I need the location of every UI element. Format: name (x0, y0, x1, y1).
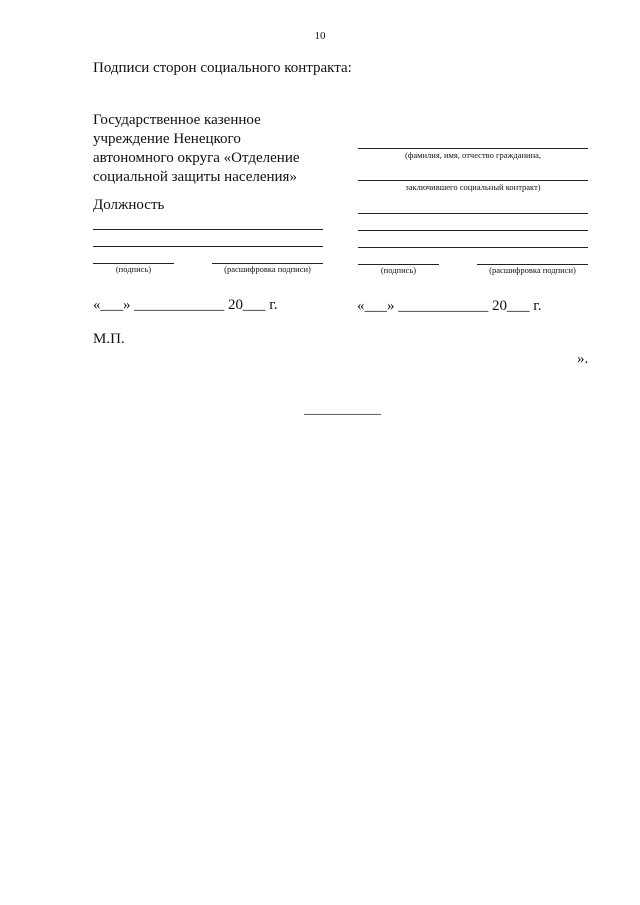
page-number: 10 (314, 30, 326, 42)
position-line (93, 229, 323, 230)
closing-quote: ». (577, 351, 589, 367)
citizen-date-line: «___» ____________ 20___ г. (357, 298, 542, 314)
citizen-name-line (358, 180, 588, 181)
position-line (93, 246, 323, 247)
citizen-contract-caption: заключившего социальный контракт) (405, 182, 541, 192)
organization-line: социальной защиты населения» (93, 169, 297, 185)
signatures-heading: Подписи сторон социального контракта: (93, 60, 352, 76)
stamp-place-label: М.П. (93, 331, 125, 347)
org-decoding-caption: (расшифровка подписи) (224, 264, 311, 274)
organization-name (93, 111, 300, 187)
citizen-line (358, 247, 588, 248)
organization-line: учреждение Ненецкого (93, 131, 241, 147)
citizen-line (358, 213, 588, 214)
citizen-name-line (358, 148, 588, 149)
position-label: Должность (93, 197, 165, 213)
citizen-line (358, 230, 588, 231)
end-mark: ___________ (304, 402, 381, 417)
citizen-name-caption: (фамилия, имя, отчество гражданина, (404, 150, 542, 160)
citizen-signature-caption: (подпись) (380, 265, 417, 275)
org-signature-caption: (подпись) (115, 264, 152, 274)
org-date-line: «___» ____________ 20___ г. (93, 297, 278, 313)
organization-line: Государственное казенное (93, 112, 261, 128)
organization-line: автономного округа «Отделение (93, 150, 300, 166)
citizen-decoding-caption: (расшифровка подписи) (489, 265, 576, 275)
